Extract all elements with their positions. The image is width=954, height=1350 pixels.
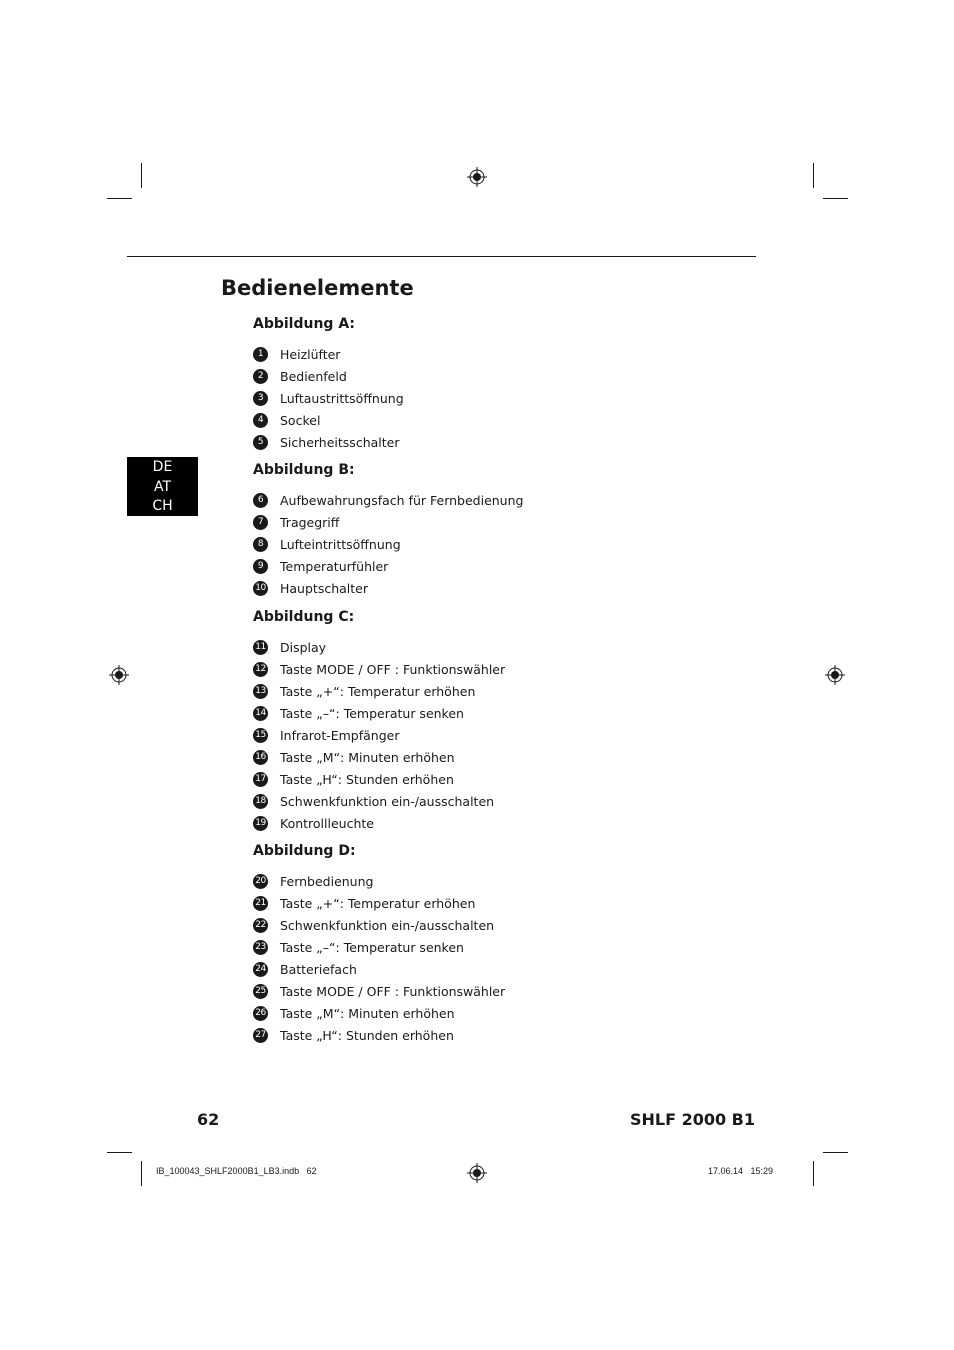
item-label: Fernbedienung <box>280 873 374 889</box>
item-number-badge: 1 <box>253 347 268 362</box>
language-code: AT <box>153 478 172 495</box>
item-number-badge: 20 <box>253 874 268 889</box>
list-item <box>253 746 505 768</box>
list-item <box>253 636 505 658</box>
list-item <box>253 870 505 892</box>
list-item <box>253 511 523 533</box>
list-item <box>253 343 404 365</box>
registration-mark-icon <box>467 1163 487 1183</box>
item-number-badge: 19 <box>253 816 268 831</box>
page-number: 62 <box>197 1110 220 1129</box>
item-number-badge: 26 <box>253 1006 268 1021</box>
item-number-badge: 9 <box>253 559 268 574</box>
list-item <box>253 768 505 790</box>
item-label: Schwenkfunktion ein-/ausschalten <box>280 793 495 809</box>
list-item <box>253 489 523 511</box>
item-label: Display <box>280 639 327 655</box>
item-label: Tragegriff <box>280 514 340 530</box>
section-abbildung-d <box>253 843 505 1046</box>
language-code: CH <box>152 498 173 514</box>
list-item <box>253 724 505 746</box>
item-label: Infrarot-Empfänger <box>280 727 400 743</box>
item-label: Taste „M“: Minuten erhöhen <box>280 1005 455 1021</box>
page-title: Bedienelemente <box>221 276 414 300</box>
item-number-badge: 5 <box>253 435 268 450</box>
item-number-badge: 18 <box>253 794 268 809</box>
crop-mark <box>823 198 848 199</box>
section-title: Abbildung B: <box>253 462 355 478</box>
item-label: Taste „H“: Stunden erhöhen <box>280 771 454 787</box>
item-number-badge: 25 <box>253 984 268 999</box>
item-number-badge: 4 <box>253 413 268 428</box>
list-item <box>253 431 404 453</box>
item-number-badge: 7 <box>253 515 268 530</box>
header-rule <box>127 256 756 257</box>
item-label: Taste „+“: Temperatur erhöhen <box>280 895 476 911</box>
item-label: Bedienfeld <box>280 368 347 384</box>
item-number-badge: 3 <box>253 391 268 406</box>
item-label: Taste „+“: Temperatur erhöhen <box>280 683 476 699</box>
item-number-badge: 12 <box>253 662 268 677</box>
list-item <box>253 936 505 958</box>
registration-mark-icon <box>109 665 129 685</box>
list-item <box>253 555 523 577</box>
item-number-badge: 10 <box>253 581 268 596</box>
section-title: Abbildung C: <box>253 609 355 625</box>
list-item <box>253 914 505 936</box>
item-number-badge: 8 <box>253 537 268 552</box>
list-item <box>253 1002 505 1024</box>
print-slug-file: IB_100043_SHLF2000B1_LB3.indb 62 <box>156 1166 317 1176</box>
list-item <box>253 680 505 702</box>
crop-mark <box>107 198 132 199</box>
section-title: Abbildung A: <box>253 316 356 332</box>
item-number-badge: 13 <box>253 684 268 699</box>
item-number-badge: 14 <box>253 706 268 721</box>
item-label: Taste „M“: Minuten erhöhen <box>280 749 455 765</box>
registration-mark-icon <box>825 665 845 685</box>
item-label: Taste „H“: Stunden erhöhen <box>280 1027 454 1043</box>
section-abbildung-b <box>253 462 523 599</box>
item-label: Taste „–“: Temperatur senken <box>280 939 464 955</box>
crop-mark <box>813 1161 814 1186</box>
crop-mark <box>141 163 142 188</box>
section-title: Abbildung D: <box>253 843 356 859</box>
list-item <box>253 790 505 812</box>
list-item <box>253 702 505 724</box>
item-label: Hauptschalter <box>280 580 368 596</box>
list-item <box>253 409 404 431</box>
item-label: Taste MODE / OFF : Funktionswähler <box>280 661 506 677</box>
list-item <box>253 892 505 914</box>
crop-mark <box>141 1161 142 1186</box>
list-item <box>253 980 505 1002</box>
list-item <box>253 658 505 680</box>
list-item <box>253 365 404 387</box>
item-number-badge: 23 <box>253 940 268 955</box>
list-item <box>253 533 523 555</box>
item-label: Batteriefach <box>280 961 357 977</box>
section-abbildung-a <box>253 316 404 453</box>
model-name: SHLF 2000 B1 <box>629 1110 755 1129</box>
crop-mark <box>813 163 814 188</box>
language-code: DE <box>152 459 173 475</box>
item-label: Taste „–“: Temperatur senken <box>280 705 464 721</box>
crop-mark <box>823 1152 848 1153</box>
list-item <box>253 958 505 980</box>
item-number-badge: 2 <box>253 369 268 384</box>
item-number-badge: 15 <box>253 728 268 743</box>
item-label: Taste MODE / OFF : Funktionswähler <box>280 983 506 999</box>
registration-mark-icon <box>467 167 487 187</box>
section-abbildung-c <box>253 609 505 834</box>
item-number-badge: 11 <box>253 640 268 655</box>
language-tab <box>127 457 198 516</box>
item-label: Sockel <box>280 412 321 428</box>
item-label: Kontrollleuchte <box>280 815 374 831</box>
item-label: Schwenkfunktion ein-/ausschalten <box>280 917 495 933</box>
item-label: Lufteintrittsöffnung <box>280 536 401 552</box>
item-number-badge: 22 <box>253 918 268 933</box>
list-item <box>253 812 505 834</box>
print-slug-datetime: 17.06.14 15:29 <box>708 1166 774 1176</box>
item-label: Sicherheitsschalter <box>280 434 400 450</box>
crop-mark <box>107 1152 132 1153</box>
list-item <box>253 387 404 409</box>
item-number-badge: 24 <box>253 962 268 977</box>
list-item <box>253 577 523 599</box>
item-label: Temperaturfühler <box>280 558 389 574</box>
item-label: Luftaustrittsöffnung <box>280 390 404 406</box>
item-number-badge: 6 <box>253 493 268 508</box>
item-number-badge: 27 <box>253 1028 268 1043</box>
item-number-badge: 17 <box>253 772 268 787</box>
item-number-badge: 21 <box>253 896 268 911</box>
item-number-badge: 16 <box>253 750 268 765</box>
list-item <box>253 1024 505 1046</box>
item-label: Aufbewahrungsfach für Fernbedienung <box>280 492 524 508</box>
item-label: Heizlüfter <box>280 346 341 362</box>
